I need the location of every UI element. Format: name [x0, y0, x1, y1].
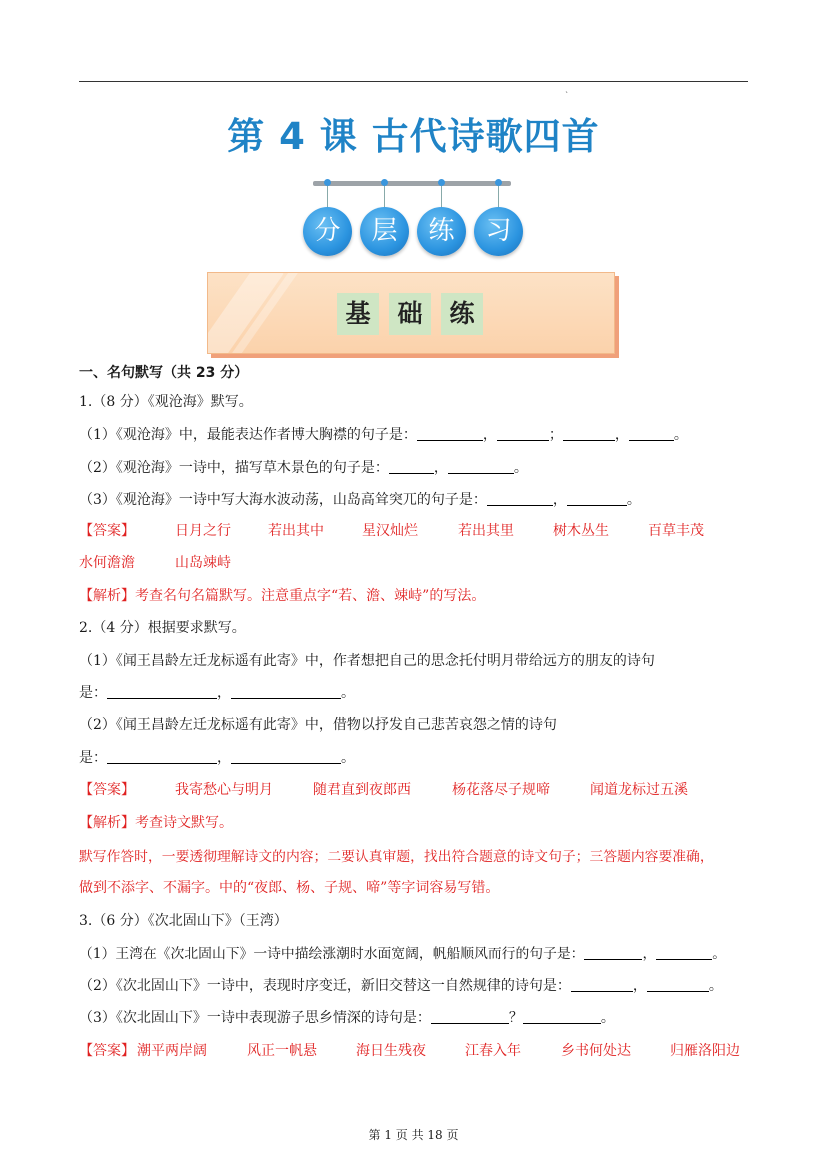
level-box — [207, 272, 615, 354]
answer-blank[interactable] — [656, 945, 712, 960]
answer-item: 日月之行 — [175, 523, 231, 539]
answer-item: 潮平两岸阔 — [137, 1043, 207, 1059]
banner-pin — [438, 179, 445, 186]
answer-blank[interactable] — [629, 426, 674, 441]
q2-sub2-line2: 是： ， 。 — [79, 750, 355, 766]
q2-stem: 2.（4 分）根据要求默写。 — [79, 620, 246, 636]
page-footer: 第 1 页 共 18 页 — [368, 1128, 459, 1142]
answer-item: 江春入年 — [465, 1043, 521, 1059]
answer-blank[interactable] — [487, 491, 553, 506]
answer-blank[interactable] — [231, 749, 341, 764]
q2-analysis: 【解析】考查诗文默写。 — [79, 815, 233, 831]
q3-sub2: （2）《次北固山下》一诗中，表现时序变迁，新旧交替这一自然规律的诗句是： ， 。 — [79, 978, 723, 994]
q1-answer-label: 【答案】 — [79, 523, 135, 539]
level-char: 基 — [337, 293, 379, 335]
answer-blank[interactable] — [571, 977, 633, 992]
answer-item: 风正一帆悬 — [247, 1043, 317, 1059]
answer-item: 我寄愁心与明月 — [175, 782, 273, 798]
answer-blank[interactable] — [231, 684, 341, 699]
q2-note: 默写作答时，一要透彻理解诗文的内容；二要认真审题，找出符合题意的诗文句子；三答题内容要准确， — [79, 849, 714, 865]
q1-sub3: （3）《观沧海》一诗中写大海水波动荡，山岛高耸突兀的句子是： ， 。 — [79, 492, 641, 508]
level-char: 练 — [441, 293, 483, 335]
q2-sub1-line2: 是： ， 。 — [79, 685, 355, 701]
q3-sub3: （3）《次北固山下》一诗中表现游子思乡情深的诗句是： ？ 。 — [79, 1010, 615, 1026]
answer-item: 随君直到夜郎西 — [313, 782, 411, 798]
q2-sub2: （2）《闻王昌龄左迁龙标遥有此寄》中，借物以抒发自己悲苦哀怨之情的诗句 — [79, 717, 557, 733]
answer-item: 树木丛生 — [553, 523, 609, 539]
answer-blank[interactable] — [389, 459, 434, 474]
banner-pin — [324, 179, 331, 186]
answer-blank[interactable] — [107, 684, 217, 699]
q2-note: 做到不添字、不漏字。中的“夜郎、杨、子规、啼”等字词容易写错。 — [79, 880, 500, 896]
answer-item: 若出其中 — [268, 523, 324, 539]
answer-item: 百草丰茂 — [648, 523, 704, 539]
q3-answer-label: 【答案】 — [79, 1043, 135, 1059]
answer-item: 山岛竦峙 — [175, 555, 231, 571]
answer-item: 水何澹澹 — [79, 555, 135, 571]
q1-sub2: （2）《观沧海》一诗中，描写草木景色的句子是： ， 。 — [79, 460, 528, 476]
banner-char: 练 — [417, 207, 466, 256]
section-title: 一、名句默写（共 23 分） — [79, 365, 249, 381]
answer-item: 星汉灿烂 — [362, 523, 418, 539]
header-mark: ` — [565, 91, 569, 100]
answer-blank[interactable] — [567, 491, 627, 506]
page-title: 第 4 课 古代诗歌四首 — [227, 115, 600, 158]
answer-item: 若出其里 — [458, 523, 514, 539]
answer-blank[interactable] — [563, 426, 615, 441]
answer-blank[interactable] — [647, 977, 709, 992]
q2-sub1: （1）《闻王昌龄左迁龙标遥有此寄》中，作者想把自己的思念托付明月带给远方的朋友的诗句 — [79, 653, 655, 669]
q3-sub1: （1）王湾在《次北固山下》一诗中描绘涨潮时水面宽阔，帆船顺风而行的句子是： ， 。 — [79, 946, 727, 962]
q2-answer-label: 【答案】 — [79, 782, 135, 798]
answer-blank[interactable] — [497, 426, 549, 441]
banner-pin — [381, 179, 388, 186]
banner-char: 层 — [360, 207, 409, 256]
q1-sub1: （1）《观沧海》中，最能表达作者博大胸襟的句子是： ， ； ， 。 — [79, 427, 688, 443]
header-rule — [79, 81, 748, 82]
answer-item: 乡书何处达 — [561, 1043, 631, 1059]
q1-stem: 1.（8 分）《观沧海》默写。 — [79, 394, 253, 410]
answer-item: 归雁洛阳边 — [670, 1043, 740, 1059]
answer-blank[interactable] — [107, 749, 217, 764]
answer-blank[interactable] — [448, 459, 514, 474]
answer-item: 杨花落尽子规啼 — [452, 782, 550, 798]
q1-analysis: 【解析】考查名句名篇默写。注意重点字“若、澹、竦峙”的写法。 — [79, 588, 486, 604]
answer-blank[interactable] — [523, 1009, 601, 1024]
level-char: 础 — [389, 293, 431, 335]
answer-blank[interactable] — [431, 1009, 509, 1024]
banner-char: 分 — [303, 207, 352, 256]
banner-rail — [313, 181, 511, 186]
banner-char: 习 — [474, 207, 523, 256]
answer-blank[interactable] — [417, 426, 483, 441]
banner-pin — [495, 179, 502, 186]
answer-blank[interactable] — [584, 945, 642, 960]
q3-stem: 3.（6 分）《次北固山下》（王湾） — [79, 913, 288, 929]
answer-item: 闻道龙标过五溪 — [590, 782, 688, 798]
answer-item: 海日生残夜 — [356, 1043, 426, 1059]
